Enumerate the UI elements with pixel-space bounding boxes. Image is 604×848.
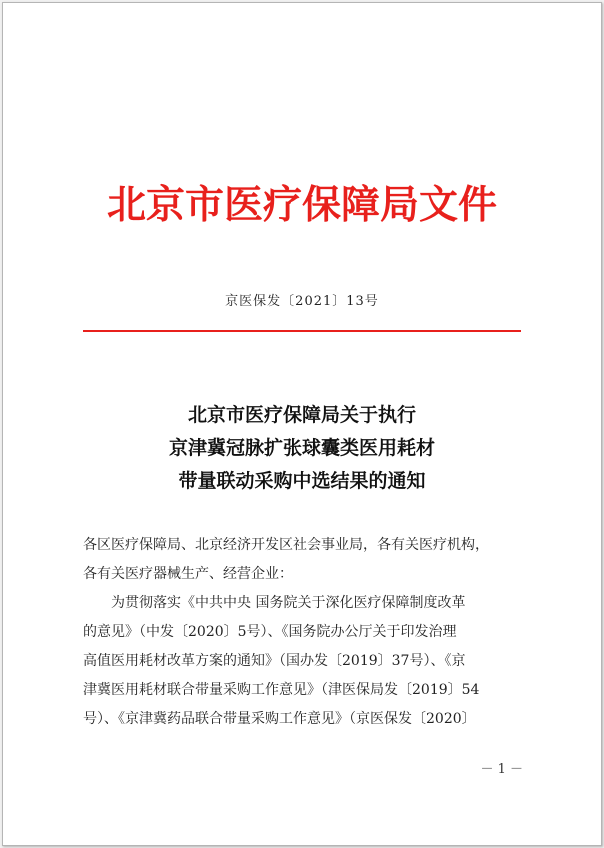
title-line-3: 带量联动采购中选结果的通知 (178, 470, 426, 492)
body-text (83, 531, 529, 734)
title-line-1: 北京市医疗保障局关于执行 (187, 404, 416, 426)
paragraph-line-1: 为贯彻落实《中共中央 国务院关于深化医疗保障制度改革 (111, 595, 466, 611)
red-divider-line (83, 330, 521, 332)
notice-title (3, 399, 601, 498)
document-number: 京医保发〔2021〕13号 (225, 294, 379, 309)
recipients-line-2: 各有关医疗器械生产、经营企业： (83, 566, 293, 582)
masthead-title: 北京市医疗保障局文件 (106, 182, 497, 228)
title-line-2: 京津冀冠脉扩张球囊类医用耗材 (168, 437, 435, 459)
paragraph-line-3: 高值医用耗材改革方案的通知》（国办发〔2019〕37号）、《京 (83, 653, 466, 669)
paragraph-line-5: 号）、《京津冀药品联合带量采购工作意见》（京医保发〔2020〕 (83, 711, 476, 727)
paragraph-line-4: 津冀医用耗材联合带量采购工作意见》（津医保局发〔2019〕54 (83, 682, 480, 698)
recipients-line-1: 各区医疗保障局、北京经济开发区社会事业局，各有关医疗机构， (83, 537, 489, 553)
document-page (2, 2, 602, 846)
page-number: － 1 － (480, 762, 523, 777)
paragraph-line-2: 的意见》（中发〔2020〕5号）、《国务院办公厅关于印发治理 (83, 624, 457, 640)
